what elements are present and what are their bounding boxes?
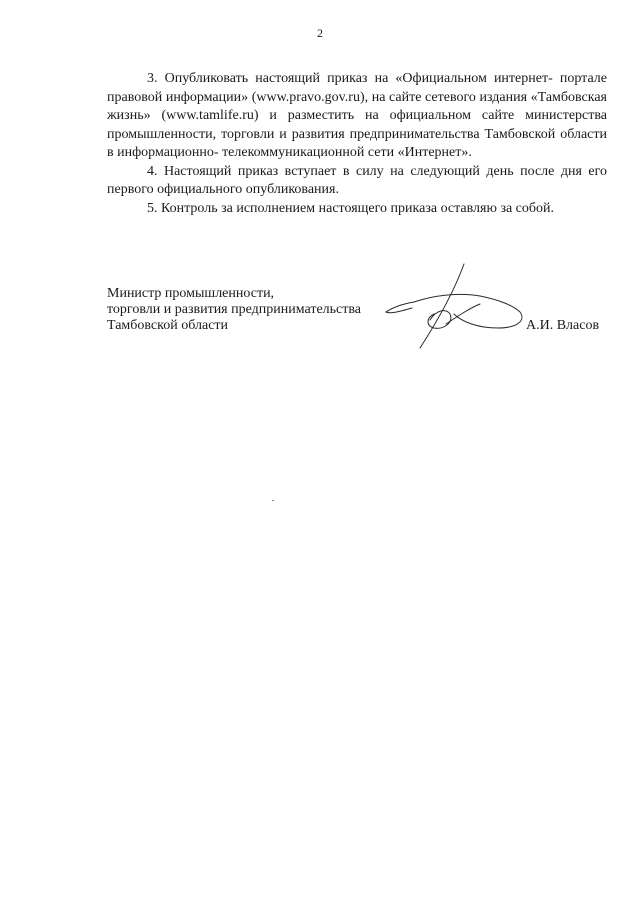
paragraph-effective-date: [107, 163, 607, 200]
text-line: издания «Тамбовская жизнь» (www.tamlife.ru) и разместить на официальном: [107, 89, 607, 123]
scan-speck: [272, 500, 274, 501]
paragraph-publication: [107, 70, 607, 163]
paragraph-control: [107, 200, 607, 219]
position-line: Тамбовской области: [107, 318, 229, 333]
text-line: 4. Настоящий приказ вступает в силу на следующий день после дня его: [147, 163, 607, 179]
text-line: предпринимательства Тамбовской области в информационно-: [107, 126, 607, 160]
page-number: 2: [317, 26, 323, 40]
text-line: портале правовой информации» (www.pravo.gov.ru), на сайте сетевого: [107, 71, 607, 105]
body-text: [107, 70, 607, 218]
text-line: первого официального опубликования.: [107, 182, 339, 197]
text-line: телекоммуникационной сети «Интернет».: [222, 145, 472, 160]
text-line: 3. Опубликовать настоящий приказ на «Официальном интернет-: [147, 71, 553, 86]
position-line: Министр промышленности,: [107, 286, 275, 301]
signer-name: А.И. Власов: [526, 318, 600, 333]
text-line: 5. Контроль за исполнением настоящего приказа оставляю за собой.: [147, 200, 555, 216]
signer-position: [107, 286, 361, 334]
text-line: сайте министерства промышленности, торговли и развития: [107, 108, 608, 142]
handwritten-signature: [380, 262, 530, 354]
position-line: торговли и развития предпринимательства: [107, 302, 362, 317]
